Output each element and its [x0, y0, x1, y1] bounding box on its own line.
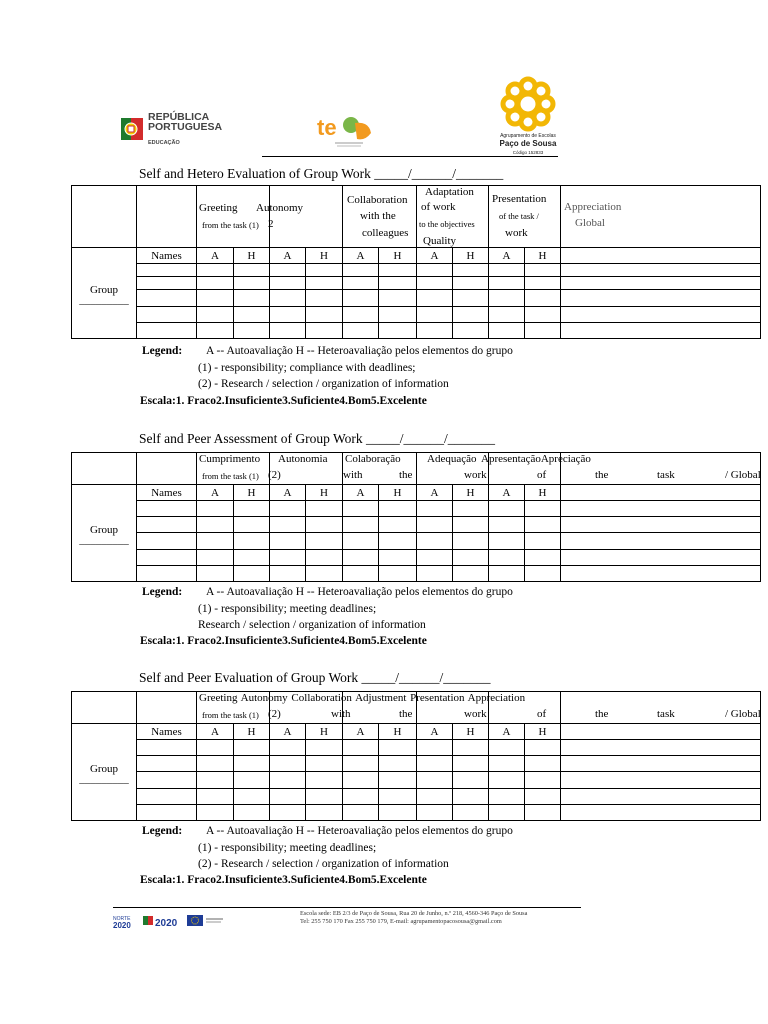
s1-header-autonomy: Autonomy 2 — [270, 186, 343, 248]
republica-line1: REPÚBLICA — [148, 111, 210, 123]
s2-header-cumprimento: Cumprimento from the task (1) — [197, 453, 270, 485]
table-row — [72, 277, 761, 290]
s2-header-adequacao: Adequação work — [417, 453, 489, 485]
table-row — [72, 290, 761, 307]
section1-title: Self and Hetero Evaluation of Group Work _____/______/_______ — [139, 166, 504, 181]
s1-header-greeting: Greeting from the task (1) — [197, 186, 270, 248]
s2-legend: Legend: A -- Autoavaliação H -- Heteroavaliação pelos elementos do grupo (1) - responsibility; meeting deadlines; Research / selection / organization of information — [142, 586, 513, 631]
teip-logo-text: te — [317, 115, 337, 140]
section2-table — [71, 452, 761, 582]
s3-header-adjustment: work — [417, 692, 489, 724]
s2-group-cell: Group _________ — [72, 485, 137, 582]
s1-header-collaboration: Collaboration with the colleagues — [343, 186, 417, 248]
s3-header-presentation: of — [489, 692, 561, 724]
s2-header-apreciacao: the task / Global — [561, 453, 761, 485]
s1-names-header: Names — [137, 248, 197, 264]
header-rule — [262, 156, 558, 157]
section3-title: Self and Peer Evaluation of Group Work _____/______/_______ — [139, 670, 491, 685]
portugal-2020-logo: 2020 — [155, 918, 178, 929]
table-row — [72, 756, 761, 772]
s3-legend: Legend: A -- Autoavaliação H -- Heteroavaliação pelos elementos do grupo (1) - responsibility; meeting deadlines; (2) - Research / selection / organization of information — [142, 825, 513, 870]
footer-address: Escola sede: EB 2/3 de Paço de Sousa, Rua 20 de Junho, n.º 218, 4560-346 Paço de Sousa Tel: 255 750 170 Fax 255 750 179, E-mail: agrupamentopacosousa@gmail.com — [300, 910, 528, 925]
table-row — [72, 323, 761, 339]
school-logo — [492, 76, 564, 160]
republica-emblem-icon — [118, 110, 146, 150]
s2-label-row: Group _________ Names A H A H A H A H A H — [72, 485, 761, 501]
s1-header-appreciation: Appreciation Global — [561, 186, 761, 248]
s3-header-collaboration: with the — [343, 692, 417, 724]
footer-rule — [113, 907, 581, 908]
teip-logo — [315, 111, 379, 151]
table-row — [72, 566, 761, 582]
s3-header-autonomy: (2) — [270, 692, 343, 724]
school-line1: Agrupamento de Escolas — [500, 133, 556, 139]
s1-group-cell: Group _________ — [72, 248, 137, 339]
s3-escala: Escala:1. Fraco2.Insuficiente3.Suficiente4.Bom5.Excelente — [140, 874, 427, 886]
s1-blank-corner — [72, 186, 137, 248]
table-row — [72, 264, 761, 277]
section3-table — [71, 691, 761, 821]
s1-legend: Legend: A -- Autoavaliação H -- Heteroavaliação pelos elementos do grupo (1) - responsibility; compliance with deadlines; (2) - Research / selection / organization of information — [142, 345, 513, 390]
section1-table — [71, 185, 761, 339]
s1-label-row: Group _________ Names A H A H A H A H A H — [72, 248, 761, 264]
school-flower-icon — [492, 76, 564, 132]
s2-names-header: Names — [137, 485, 197, 501]
s3-group-cell: Group _________ — [72, 724, 137, 821]
s3-names-header: Names — [137, 724, 197, 740]
s2-header-autonomia: Autonomia (2) — [270, 453, 343, 485]
s1-header-presentation: Presentation of the task / work — [489, 186, 561, 248]
s1-header-adaptation: Adaptation of work to the objectives Quality — [417, 186, 489, 248]
republica-portuguesa-logo — [118, 108, 223, 154]
republica-line2: PORTUGUESA — [148, 121, 223, 133]
table-row — [72, 772, 761, 789]
school-code: Código 152833 — [512, 150, 544, 155]
republica-sub: EDUCAÇÃO — [148, 140, 180, 146]
s3-label-row: Group _________ Names A H A H A H A H A H — [72, 724, 761, 740]
s2-header-colaboracao: Colaboração with the — [343, 453, 417, 485]
school-line2: Paço de Sousa — [499, 139, 557, 148]
table-row — [72, 517, 761, 533]
s3-header-greeting: from the task (1) — [197, 692, 270, 724]
norte-2020-number: 2020 — [113, 921, 131, 930]
table-row — [72, 805, 761, 821]
table-row — [72, 550, 761, 566]
s3-header-appreciation: the task / Global — [561, 692, 761, 724]
section2-title: Self and Peer Assessment of Group Work _____/______/_______ — [139, 431, 496, 446]
s1-escala: Escala:1. Fraco2.Insuficiente3.Suficiente4.Bom5.Excelente — [140, 395, 427, 407]
footer-logos — [113, 910, 225, 932]
s3-header-row: Greeting Autonomy Collaboration Adjustment Presentation Appreciation — [199, 692, 526, 704]
s2-header-apresentacao: ApresentaçãoApreciação of — [489, 453, 561, 485]
table-row — [72, 740, 761, 756]
s2-escala: Escala:1. Fraco2.Insuficiente3.Suficiente4.Bom5.Excelente — [140, 635, 427, 647]
table-row — [72, 501, 761, 517]
table-row — [72, 789, 761, 805]
norte-2020-logo: NORTE — [113, 916, 131, 922]
table-row — [72, 533, 761, 550]
table-row — [72, 307, 761, 323]
